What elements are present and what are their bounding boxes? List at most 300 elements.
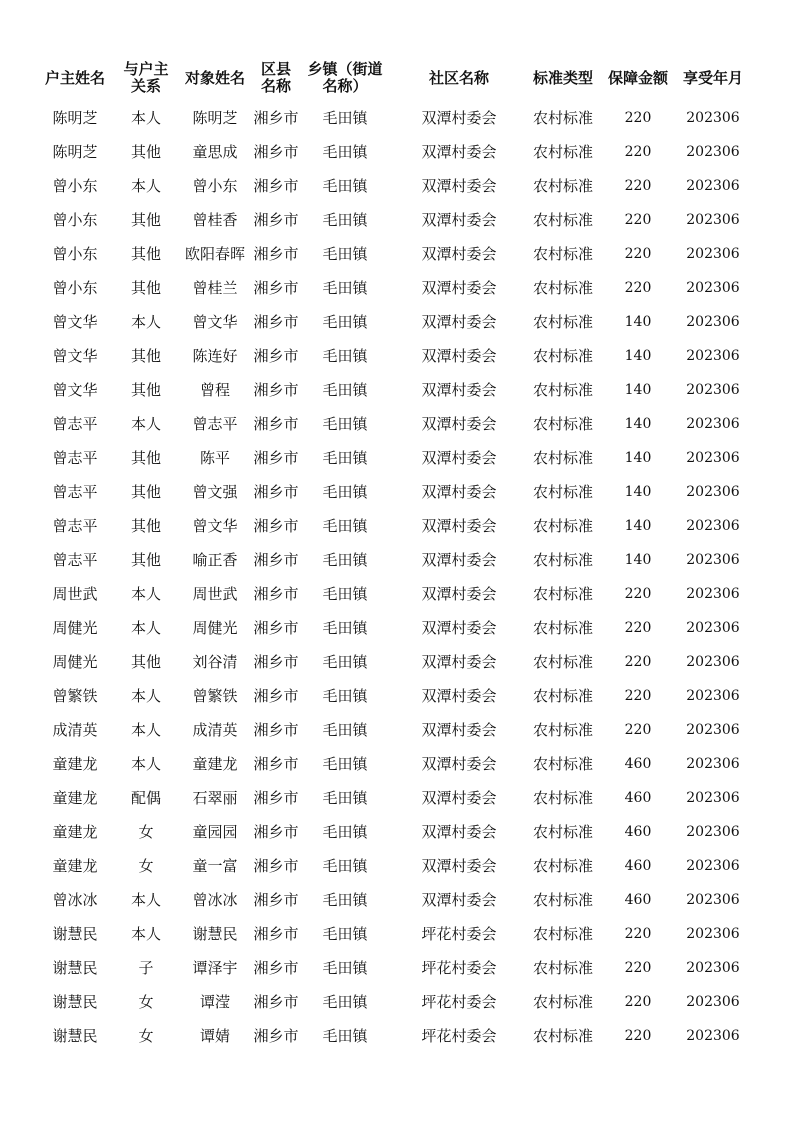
cell-household-head: 曾繁铁 xyxy=(52,687,98,705)
cell-amount: 220 xyxy=(624,586,652,602)
cell-community: 双潭村委会 xyxy=(421,211,497,229)
cell-relation: 本人 xyxy=(130,721,161,739)
cell-county: 湘乡市 xyxy=(253,551,299,569)
cell-community: 坪花村委会 xyxy=(421,993,497,1011)
cell-year-month: 202306 xyxy=(686,756,740,772)
cell-county: 湘乡市 xyxy=(253,993,299,1011)
cell-household-head: 曾文华 xyxy=(52,313,98,331)
cell-year-month: 202306 xyxy=(686,858,740,874)
cell-amount: 220 xyxy=(624,654,652,670)
cell-subject-name: 童建龙 xyxy=(192,755,238,773)
cell-year-month: 202306 xyxy=(686,110,740,126)
cell-township: 毛田镇 xyxy=(322,483,368,501)
cell-standard-type: 农村标准 xyxy=(532,721,593,739)
table-row xyxy=(0,135,793,169)
cell-standard-type: 农村标准 xyxy=(532,381,593,399)
header-household-head xyxy=(35,58,115,98)
cell-household-head: 谢慧民 xyxy=(52,959,98,977)
cell-year-month: 202306 xyxy=(686,518,740,534)
cell-township: 毛田镇 xyxy=(322,551,368,569)
cell-amount: 220 xyxy=(624,688,652,704)
cell-relation: 本人 xyxy=(130,109,161,127)
cell-township: 毛田镇 xyxy=(322,1027,368,1045)
cell-subject-name: 曾程 xyxy=(199,381,230,399)
table-body xyxy=(0,101,793,1053)
header-label: 区县 xyxy=(260,60,291,78)
cell-community: 双潭村委会 xyxy=(421,687,497,705)
cell-county: 湘乡市 xyxy=(253,143,299,161)
cell-household-head: 周世武 xyxy=(52,585,98,603)
cell-relation: 本人 xyxy=(130,415,161,433)
cell-subject-name: 喻正香 xyxy=(192,551,238,569)
table-row xyxy=(0,713,793,747)
cell-community: 坪花村委会 xyxy=(421,925,497,943)
cell-standard-type: 农村标准 xyxy=(532,109,593,127)
cell-county: 湘乡市 xyxy=(253,857,299,875)
cell-community: 坪花村委会 xyxy=(421,1027,497,1045)
cell-subject-name: 欧阳春晖 xyxy=(184,245,245,263)
table-row xyxy=(0,747,793,781)
table-row xyxy=(0,611,793,645)
cell-subject-name: 陈平 xyxy=(199,449,230,467)
cell-relation: 其他 xyxy=(130,517,161,535)
cell-community: 双潭村委会 xyxy=(421,143,497,161)
cell-relation: 其他 xyxy=(130,381,161,399)
cell-relation: 女 xyxy=(138,1027,154,1045)
cell-amount: 220 xyxy=(624,110,652,126)
cell-county: 湘乡市 xyxy=(253,721,299,739)
cell-township: 毛田镇 xyxy=(322,789,368,807)
table-row xyxy=(0,339,793,373)
cell-year-month: 202306 xyxy=(686,586,740,602)
cell-subject-name: 曾小东 xyxy=(192,177,238,195)
table-row xyxy=(0,543,793,577)
cell-township: 毛田镇 xyxy=(322,619,368,637)
cell-subject-name: 曾繁铁 xyxy=(192,687,238,705)
cell-community: 双潭村委会 xyxy=(421,313,497,331)
cell-household-head: 谢慧民 xyxy=(52,993,98,1011)
cell-household-head: 曾志平 xyxy=(52,449,98,467)
cell-subject-name: 陈连好 xyxy=(192,347,238,365)
cell-relation: 配偶 xyxy=(130,789,161,807)
cell-subject-name: 周世武 xyxy=(192,585,238,603)
cell-county: 湘乡市 xyxy=(253,347,299,365)
cell-relation: 本人 xyxy=(130,687,161,705)
cell-year-month: 202306 xyxy=(686,722,740,738)
cell-year-month: 202306 xyxy=(686,824,740,840)
table-row xyxy=(0,1019,793,1053)
cell-household-head: 曾小东 xyxy=(52,177,98,195)
cell-amount: 460 xyxy=(624,824,652,840)
cell-household-head: 曾志平 xyxy=(52,415,98,433)
cell-amount: 140 xyxy=(624,314,652,330)
cell-county: 湘乡市 xyxy=(253,483,299,501)
cell-amount: 220 xyxy=(624,144,652,160)
cell-relation: 其他 xyxy=(130,279,161,297)
cell-year-month: 202306 xyxy=(686,416,740,432)
cell-county: 湘乡市 xyxy=(253,449,299,467)
cell-household-head: 谢慧民 xyxy=(52,1027,98,1045)
cell-subject-name: 谭滢 xyxy=(199,993,230,1011)
cell-standard-type: 农村标准 xyxy=(532,143,593,161)
cell-relation: 本人 xyxy=(130,585,161,603)
cell-subject-name: 石翠丽 xyxy=(192,789,238,807)
cell-year-month: 202306 xyxy=(686,552,740,568)
cell-standard-type: 农村标准 xyxy=(532,279,593,297)
cell-county: 湘乡市 xyxy=(253,585,299,603)
cell-township: 毛田镇 xyxy=(322,381,368,399)
cell-household-head: 曾小东 xyxy=(52,279,98,297)
cell-household-head: 周健光 xyxy=(52,619,98,637)
cell-township: 毛田镇 xyxy=(322,279,368,297)
cell-community: 双潭村委会 xyxy=(421,381,497,399)
cell-standard-type: 农村标准 xyxy=(532,925,593,943)
table-row xyxy=(0,509,793,543)
cell-amount: 460 xyxy=(624,790,652,806)
cell-subject-name: 谭婧 xyxy=(199,1027,230,1045)
cell-community: 双潭村委会 xyxy=(421,245,497,263)
table-row xyxy=(0,985,793,1019)
cell-relation: 其他 xyxy=(130,211,161,229)
cell-relation: 本人 xyxy=(130,177,161,195)
cell-relation: 本人 xyxy=(130,891,161,909)
cell-standard-type: 农村标准 xyxy=(532,891,593,909)
cell-relation: 其他 xyxy=(130,449,161,467)
cell-amount: 220 xyxy=(624,926,652,942)
cell-county: 湘乡市 xyxy=(253,313,299,331)
cell-subject-name: 谭泽宇 xyxy=(192,959,238,977)
table-row xyxy=(0,917,793,951)
cell-subject-name: 童园园 xyxy=(192,823,238,841)
cell-county: 湘乡市 xyxy=(253,381,299,399)
cell-household-head: 曾冰冰 xyxy=(52,891,98,909)
cell-amount: 220 xyxy=(624,212,652,228)
cell-subject-name: 成清英 xyxy=(192,721,238,739)
cell-county: 湘乡市 xyxy=(253,109,299,127)
header-label: 乡镇（街道 xyxy=(307,60,383,78)
cell-county: 湘乡市 xyxy=(253,619,299,637)
cell-county: 湘乡市 xyxy=(253,755,299,773)
cell-county: 湘乡市 xyxy=(253,211,299,229)
cell-subject-name: 童一富 xyxy=(192,857,238,875)
cell-standard-type: 农村标准 xyxy=(532,993,593,1011)
cell-township: 毛田镇 xyxy=(322,721,368,739)
table-row xyxy=(0,271,793,305)
cell-standard-type: 农村标准 xyxy=(532,415,593,433)
cell-county: 湘乡市 xyxy=(253,177,299,195)
cell-relation: 女 xyxy=(138,823,154,841)
cell-standard-type: 农村标准 xyxy=(532,653,593,671)
cell-community: 双潭村委会 xyxy=(421,483,497,501)
table-row xyxy=(0,475,793,509)
header-year-month xyxy=(673,58,753,98)
cell-household-head: 周健光 xyxy=(52,653,98,671)
table-row xyxy=(0,781,793,815)
table-row xyxy=(0,237,793,271)
cell-amount: 460 xyxy=(624,858,652,874)
cell-year-month: 202306 xyxy=(686,212,740,228)
cell-year-month: 202306 xyxy=(686,654,740,670)
cell-county: 湘乡市 xyxy=(253,517,299,535)
cell-township: 毛田镇 xyxy=(322,415,368,433)
cell-standard-type: 农村标准 xyxy=(532,517,593,535)
header-relation xyxy=(116,58,176,98)
cell-amount: 220 xyxy=(624,280,652,296)
table-row xyxy=(0,373,793,407)
cell-community: 双潭村委会 xyxy=(421,585,497,603)
cell-subject-name: 曾文华 xyxy=(192,517,238,535)
cell-relation: 本人 xyxy=(130,619,161,637)
cell-county: 湘乡市 xyxy=(253,1027,299,1045)
table-row xyxy=(0,305,793,339)
cell-year-month: 202306 xyxy=(686,178,740,194)
cell-standard-type: 农村标准 xyxy=(532,177,593,195)
cell-township: 毛田镇 xyxy=(322,313,368,331)
cell-township: 毛田镇 xyxy=(322,143,368,161)
cell-household-head: 曾小东 xyxy=(52,245,98,263)
cell-year-month: 202306 xyxy=(686,892,740,908)
table-row xyxy=(0,577,793,611)
cell-relation: 女 xyxy=(138,993,154,1011)
table-row xyxy=(0,101,793,135)
header-amount xyxy=(603,58,673,98)
cell-amount: 460 xyxy=(624,892,652,908)
cell-community: 坪花村委会 xyxy=(421,959,497,977)
header-label: 与户主 xyxy=(123,60,169,78)
cell-household-head: 曾志平 xyxy=(52,551,98,569)
cell-year-month: 202306 xyxy=(686,620,740,636)
cell-standard-type: 农村标准 xyxy=(532,313,593,331)
cell-standard-type: 农村标准 xyxy=(532,585,593,603)
cell-township: 毛田镇 xyxy=(322,177,368,195)
cell-community: 双潭村委会 xyxy=(421,891,497,909)
cell-community: 双潭村委会 xyxy=(421,653,497,671)
cell-year-month: 202306 xyxy=(686,926,740,942)
cell-relation: 其他 xyxy=(130,143,161,161)
cell-year-month: 202306 xyxy=(686,1028,740,1044)
cell-county: 湘乡市 xyxy=(253,959,299,977)
table-row xyxy=(0,849,793,883)
cell-township: 毛田镇 xyxy=(322,347,368,365)
cell-county: 湘乡市 xyxy=(253,415,299,433)
cell-amount: 220 xyxy=(624,1028,652,1044)
cell-standard-type: 农村标准 xyxy=(532,789,593,807)
cell-subject-name: 曾文华 xyxy=(192,313,238,331)
cell-household-head: 童建龙 xyxy=(52,857,98,875)
cell-community: 双潭村委会 xyxy=(421,177,497,195)
cell-standard-type: 农村标准 xyxy=(532,823,593,841)
cell-amount: 140 xyxy=(624,518,652,534)
cell-township: 毛田镇 xyxy=(322,517,368,535)
cell-relation: 其他 xyxy=(130,551,161,569)
cell-standard-type: 农村标准 xyxy=(532,687,593,705)
cell-standard-type: 农村标准 xyxy=(532,449,593,467)
cell-relation: 其他 xyxy=(130,653,161,671)
cell-year-month: 202306 xyxy=(686,348,740,364)
cell-year-month: 202306 xyxy=(686,246,740,262)
header-label: 享受年月 xyxy=(682,68,743,87)
cell-amount: 220 xyxy=(624,620,652,636)
cell-relation: 本人 xyxy=(130,925,161,943)
cell-year-month: 202306 xyxy=(686,280,740,296)
cell-year-month: 202306 xyxy=(686,484,740,500)
cell-community: 双潭村委会 xyxy=(421,517,497,535)
cell-household-head: 陈明芝 xyxy=(52,109,98,127)
table-row xyxy=(0,203,793,237)
cell-township: 毛田镇 xyxy=(322,857,368,875)
cell-household-head: 陈明芝 xyxy=(52,143,98,161)
cell-township: 毛田镇 xyxy=(322,109,368,127)
cell-standard-type: 农村标准 xyxy=(532,959,593,977)
cell-household-head: 童建龙 xyxy=(52,789,98,807)
header-standard-type xyxy=(523,58,603,98)
cell-household-head: 曾志平 xyxy=(52,517,98,535)
cell-amount: 140 xyxy=(624,416,652,432)
cell-amount: 220 xyxy=(624,246,652,262)
header-label: 名称） xyxy=(322,77,368,95)
header-label: 保障金额 xyxy=(607,68,668,87)
cell-standard-type: 农村标准 xyxy=(532,347,593,365)
cell-community: 双潭村委会 xyxy=(421,415,497,433)
cell-amount: 460 xyxy=(624,756,652,772)
cell-household-head: 童建龙 xyxy=(52,755,98,773)
cell-amount: 140 xyxy=(624,348,652,364)
table-row xyxy=(0,169,793,203)
cell-household-head: 曾小东 xyxy=(52,211,98,229)
header-label: 标准类型 xyxy=(532,68,593,87)
cell-community: 双潭村委会 xyxy=(421,823,497,841)
cell-amount: 220 xyxy=(624,960,652,976)
cell-amount: 220 xyxy=(624,178,652,194)
cell-relation: 其他 xyxy=(130,483,161,501)
cell-subject-name: 曾文强 xyxy=(192,483,238,501)
cell-subject-name: 童思成 xyxy=(192,143,238,161)
cell-county: 湘乡市 xyxy=(253,687,299,705)
cell-household-head: 曾志平 xyxy=(52,483,98,501)
table-row xyxy=(0,441,793,475)
cell-year-month: 202306 xyxy=(686,994,740,1010)
cell-standard-type: 农村标准 xyxy=(532,857,593,875)
cell-community: 双潭村委会 xyxy=(421,449,497,467)
cell-household-head: 曾文华 xyxy=(52,381,98,399)
cell-community: 双潭村委会 xyxy=(421,109,497,127)
cell-community: 双潭村委会 xyxy=(421,721,497,739)
cell-subject-name: 谢慧民 xyxy=(192,925,238,943)
cell-relation: 本人 xyxy=(130,313,161,331)
cell-amount: 140 xyxy=(624,552,652,568)
cell-township: 毛田镇 xyxy=(322,653,368,671)
table-row xyxy=(0,407,793,441)
table-row xyxy=(0,679,793,713)
cell-standard-type: 农村标准 xyxy=(532,211,593,229)
cell-amount: 140 xyxy=(624,450,652,466)
cell-township: 毛田镇 xyxy=(322,755,368,773)
header-label: 关系 xyxy=(130,77,161,95)
cell-year-month: 202306 xyxy=(686,314,740,330)
cell-county: 湘乡市 xyxy=(253,789,299,807)
cell-standard-type: 农村标准 xyxy=(532,483,593,501)
cell-community: 双潭村委会 xyxy=(421,279,497,297)
cell-amount: 220 xyxy=(624,994,652,1010)
table-row xyxy=(0,815,793,849)
cell-community: 双潭村委会 xyxy=(421,789,497,807)
cell-amount: 140 xyxy=(624,484,652,500)
cell-subject-name: 曾桂香 xyxy=(192,211,238,229)
header-township xyxy=(300,58,390,98)
cell-county: 湘乡市 xyxy=(253,891,299,909)
cell-county: 湘乡市 xyxy=(253,245,299,263)
cell-county: 湘乡市 xyxy=(253,823,299,841)
cell-standard-type: 农村标准 xyxy=(532,755,593,773)
cell-household-head: 曾文华 xyxy=(52,347,98,365)
cell-relation: 子 xyxy=(138,959,154,977)
cell-county: 湘乡市 xyxy=(253,279,299,297)
cell-township: 毛田镇 xyxy=(322,993,368,1011)
cell-relation: 本人 xyxy=(130,755,161,773)
cell-county: 湘乡市 xyxy=(253,653,299,671)
cell-relation: 女 xyxy=(138,857,154,875)
cell-township: 毛田镇 xyxy=(322,823,368,841)
cell-year-month: 202306 xyxy=(686,790,740,806)
cell-township: 毛田镇 xyxy=(322,891,368,909)
cell-township: 毛田镇 xyxy=(322,449,368,467)
cell-relation: 其他 xyxy=(130,245,161,263)
cell-township: 毛田镇 xyxy=(322,211,368,229)
cell-community: 双潭村委会 xyxy=(421,755,497,773)
table-row xyxy=(0,951,793,985)
cell-subject-name: 曾冰冰 xyxy=(192,891,238,909)
table-row xyxy=(0,883,793,917)
header-label: 对象姓名 xyxy=(184,68,245,87)
cell-household-head: 童建龙 xyxy=(52,823,98,841)
cell-township: 毛田镇 xyxy=(322,925,368,943)
cell-year-month: 202306 xyxy=(686,382,740,398)
cell-township: 毛田镇 xyxy=(322,245,368,263)
cell-household-head: 成清英 xyxy=(52,721,98,739)
header-label: 户主姓名 xyxy=(44,68,105,87)
cell-year-month: 202306 xyxy=(686,688,740,704)
header-county xyxy=(251,58,301,98)
cell-standard-type: 农村标准 xyxy=(532,1027,593,1045)
cell-subject-name: 陈明芝 xyxy=(192,109,238,127)
table-row xyxy=(0,645,793,679)
cell-relation: 其他 xyxy=(130,347,161,365)
cell-township: 毛田镇 xyxy=(322,959,368,977)
table-header-row xyxy=(0,58,793,98)
cell-amount: 220 xyxy=(624,722,652,738)
cell-standard-type: 农村标准 xyxy=(532,551,593,569)
header-label: 名称 xyxy=(260,77,291,95)
cell-county: 湘乡市 xyxy=(253,925,299,943)
cell-township: 毛田镇 xyxy=(322,585,368,603)
cell-household-head: 谢慧民 xyxy=(52,925,98,943)
header-label: 社区名称 xyxy=(428,68,489,87)
cell-community: 双潭村委会 xyxy=(421,619,497,637)
cell-subject-name: 周健光 xyxy=(192,619,238,637)
cell-amount: 140 xyxy=(624,382,652,398)
cell-community: 双潭村委会 xyxy=(421,551,497,569)
cell-subject-name: 曾志平 xyxy=(192,415,238,433)
cell-standard-type: 农村标准 xyxy=(532,619,593,637)
cell-standard-type: 农村标准 xyxy=(532,245,593,263)
header-community xyxy=(404,58,514,98)
header-subject-name xyxy=(175,58,255,98)
cell-community: 双潭村委会 xyxy=(421,347,497,365)
cell-township: 毛田镇 xyxy=(322,687,368,705)
cell-subject-name: 曾桂兰 xyxy=(192,279,238,297)
cell-year-month: 202306 xyxy=(686,450,740,466)
cell-year-month: 202306 xyxy=(686,144,740,160)
